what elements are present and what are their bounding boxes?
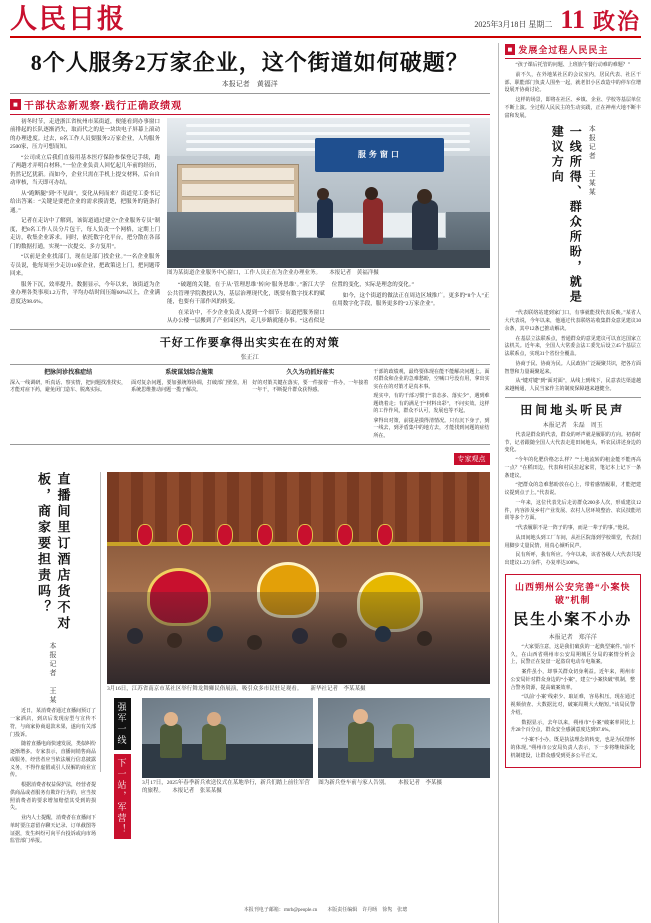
paragraph: “孩子课后托管的问题、上班族午餐行动难的难题？” — [515, 63, 630, 68]
paragraph: “代表联络站建到家门口，有事就能找代表反映。”某省人大代表说，今年以来，他通过代表联络站收集群众意见建议30余条，其中12条已推动解决。 — [504, 311, 641, 332]
paragraph: “公司成立后我们直接用基本医疗保险参保登记手续，跑了两趟才弄明白材料。”一位企业负责人回忆起几年前的经历，仍然记忆犹新。而如今，企业只需在手机上提交材料，后台自动审核，当天即可办结。 — [10, 154, 160, 187]
paragraph: 如今，这个街道的做法正在周边区域推广。更多的“8个人”正在用数字化手段，服务更多的“2万家企业”。 — [331, 292, 490, 308]
photo-person-head — [317, 188, 329, 200]
paragraph: 案件虽小，却事关群众切身利益。近年来，朔州市公安局针对群众身边的“小案”，建立“小案快破”机制，整合警务资源，提高破案效率。 — [510, 670, 635, 691]
democracy-body — [505, 310, 641, 394]
paragraph: 协商于民、协商为民。人民政协广泛凝聚共识，把各方面智慧和力量凝聚起来。 — [504, 361, 641, 375]
case-kicker: 山西朔州公安完善“小案快破”机制 — [515, 581, 631, 605]
office-service-photo — [167, 118, 490, 268]
commentary-title: 干好工作要拿得出实实在在的对策 — [159, 336, 340, 349]
paragraph: “小案不小办，既是执法理念的转变，也是为民情怀的体现。”朔州市公安局负责人表示，下一步将继续深化机制建设，让群众感受到更多公平正义。 — [510, 738, 635, 759]
divider — [505, 397, 641, 398]
field-voices-body — [505, 432, 641, 568]
paragraph: 拿得出对策，前提是摸得清情况。只有沉下身子，到一线去，到矛盾集中的地方去，才能找到问题的症结所在。 — [373, 418, 490, 439]
expert-cards — [10, 364, 490, 446]
paragraph: 记者在走访中了解到，该街道通过建立“企业服务专员”制度，把8名工作人员分片包干，每人负责一个网格，定期上门走访，收集企业诉求。同时，依托数字化平台，把分散在各部门的数据打通，实现“一次提交、多方复用”。 — [10, 218, 160, 250]
paragraph: “破题的关键，在于从‘管理思维’转向‘服务思维’。”浙江大学公共管理学院教授认为，基层治理现代化，既要有数字技术的赋能，也要有干部作风的转变。 — [167, 282, 325, 306]
case-body — [511, 644, 635, 761]
live-stream-byline: 本报记者 王某 — [49, 642, 57, 706]
divider — [10, 329, 490, 330]
recruit-photo-1 — [142, 698, 313, 778]
card-text: 面对复杂问题，要加强统筹协调，打破部门壁垒，用系统思维推动问题一揽子解决。 — [131, 380, 248, 394]
democracy-vertical-byline: 本报记者 王某某 — [588, 125, 597, 198]
photo-caption: 图为新兵登车前与家人告别。 本报记者 李某摄 — [318, 779, 443, 786]
lion-dance-photo — [107, 472, 490, 684]
photo-caption: 图为某街道企业服务中心窗口，工作人员正在为企业办理业务。 本报记者 黄福洋摄 — [167, 269, 379, 276]
photo-person-head — [365, 187, 378, 200]
paragraph: “把群众的急难愁盼放在心上，带着感情履职，才能把建议提到点子上。”代表说。 — [504, 483, 641, 496]
paragraph: 服务下沉，效率提升。数据显示，今年以来，该街道为企业办理各类事项1.2万件，平均办结时间压缩60%以上，企业满意度达98.6%。 — [10, 281, 160, 305]
page-number: 11 — [560, 5, 585, 34]
paragraph: 根据消费者权益保护法，经营者提供商品或者服务有欺诈行为的，应当按照消费者的要求增加赔偿其受到的损失。 — [10, 783, 97, 812]
paragraph: 现实中，有的干部习惯于“表态多、落实少”，遇到难题绕着走；有的满足于“材料出彩”，不问实效。这样的工作作风，群众不认可，发展也等不起。 — [373, 394, 490, 415]
right-column — [498, 43, 641, 923]
paragraph: “以前‘小案’线索少、取证难，容易积压。现在通过视频侦查、大数据比对，破案周期大大缩短。”该局民警介绍。 — [510, 695, 635, 716]
paragraph: 一年来，这位代表先后走访群众200多人次，形成建议12件，内容涉及乡村产业发展、农村人居环境整治、农民技能培训等多个方面。 — [504, 500, 641, 522]
page-footer: 本报刊电子邮箱：rmrb@people.cn 本版责任编辑 许丹旸 徐隽 张璁 — [243, 908, 408, 913]
section-name: 政治 — [592, 9, 641, 34]
democracy-label: 发展全过程人民民主 — [518, 45, 609, 55]
paragraph: 民有所呼，我有所应。今年以来，该省各级人大代表共提出建议1.2万余件，办复率达100%。 — [504, 553, 641, 566]
commentary-author: 张正江 — [240, 354, 259, 361]
democracy-vertical-headline: 一线所得、群众所盼，就是建议方向 — [550, 125, 583, 306]
paragraph: 从“跑断腿”到“不见面”，变化从何而来？街道党工委书记给出答案：“关键是要把企业的需求摸清楚，把服务的链条打通。” — [10, 190, 160, 214]
photo-floor — [167, 250, 490, 268]
case-byline: 本报记者 郑洋洋 — [548, 634, 597, 641]
card-text: 好的对策关键在落实，要一件接着一件办，一年接着一年干，不断提升群众获得感。 — [252, 380, 369, 394]
paragraph: 随着直播电商快速发展，类似纠纷逐渐增多。专家表示，直播间销售商品或服务，经营者应当依法履行信息披露义务，不得作虚假或引人误解的商业宣传。 — [10, 742, 97, 779]
expert-card — [131, 369, 247, 441]
card-title: 系统谋划综合施策 — [165, 369, 214, 376]
expert-card — [252, 369, 368, 441]
lead-headline: 8个人服务2万家企业，这个街道如何破题？ — [30, 50, 469, 75]
photo-person — [412, 200, 438, 250]
lead-text-col1 — [10, 118, 160, 307]
card-title: 把脉问诊找准症结 — [44, 369, 93, 376]
shuozhou-case-box — [505, 574, 641, 769]
paragraph: “大家要注意，这是我们破获的一起典型案件。”前不久，在山西省朔州市公安局朔城区分局的案情分析会上，民警正在复盘一起盗窃电动车电瓶案。 — [510, 644, 635, 666]
field-voices-title: 田间地头听民声 — [520, 402, 626, 417]
paragraph: 代表是群众的代表，群众的呼声就是履职的方向。初春时节，记者跟随全国人大代表走进田间地头，听农民讲述身边的变化。 — [504, 432, 641, 454]
column-marker: ■ — [505, 44, 516, 55]
paragraph: 这样的场景，即将在社区、乡镇、企业、学校等基层单位不断上演。全过程人民民主的生动实践，正在神州大地不断丰富和发展。 — [504, 98, 641, 119]
commentary-body — [373, 369, 489, 441]
column-label: 干部状态新观察·践行正确政绩观 — [23, 100, 183, 112]
lead-text-cols23 — [167, 281, 490, 326]
democracy-intro — [505, 62, 641, 120]
card-text: 深入一线调研，听真话、察实情，把问题找准找实，才能对症下药，避免闭门造车、脱离实际。 — [10, 380, 127, 394]
column-marker: ■ — [10, 99, 21, 110]
field-voices-byline: 本报记者 朱磊 周玉 — [542, 422, 603, 429]
recruit-photo-2 — [318, 698, 489, 778]
service-counter-sign: 服务窗口 — [315, 138, 444, 172]
case-headline: 民生小案不小办 — [513, 611, 633, 628]
photo-person — [317, 198, 333, 238]
paragraph: 前不久，在外地某社区的会议室内，居民代表、社区干部、职能部门负责人围坐一起，就老旧小区改造中的停车位增设展开协商讨论。 — [504, 72, 641, 94]
strong-army-badge: 强军一线 — [114, 698, 131, 750]
masthead — [10, 6, 641, 38]
lead-byline: 本报记者 黄福洋 — [221, 79, 278, 88]
paragraph: “今年的化肥价格怎么样？”“土地流转的租金能不能再高一点？”在稻田边，代表和村民拉起家常，笔记本上记下一条条建议。 — [504, 458, 641, 479]
paragraph: 初冬时节，走进浙江省杭州市某街道，便能看到办事窗口前排起的长队逐渐消失，取而代之的是一块块电子屏幕上滚动的办理进度。过去，8名工作人员要服务2万家企业，人均服务2500家，压力可想而知。 — [10, 118, 160, 151]
paragraph: 在基层立法联系点，普通群众的意见建议可以直达国家立法机关。近年来，全国人大常委会法工委先后设立45个基层立法联系点，实现31个省份全覆盖。 — [504, 336, 641, 357]
paragraph: 业内人士提醒，消费者在直播间下单时要注意留存聊天记录、订单截图等证据，发生纠纷可向平台投诉或向市场监管部门举报。 — [10, 816, 97, 845]
paragraph: 在采访中，不少企业负责人提到一个细节：街道把服务窗口从办公楼一层搬到了产业园区内，走几步路就能办事。“这看似是位置的变化，实际是理念的变化。” — [167, 282, 414, 325]
paragraph: “代表履职不是一阵子的事，而是一辈子的事。”他说。 — [515, 526, 633, 531]
photo-caption: 3月16日，江苏省南京市某社区举行舞龙舞狮民俗展演，吸引众多市民驻足观看。 新华社记者 李某某摄 — [107, 686, 366, 693]
paragraph: 近日，某消费者通过直播间预订了一家酒店，到店后发现房型与宣传不符，与商家协商退款未果，遂向有关部门投诉。 — [10, 709, 97, 738]
main-column — [10, 43, 490, 923]
paragraph: 从田间地头到工厂车间，从社区院落到学校课堂，代表们用脚步丈量民情，用真心倾听民声。 — [504, 535, 641, 549]
column-label-row — [10, 97, 490, 115]
newspaper-logo: 人民日报 — [10, 4, 126, 34]
photo-caption: 3月17日，2025年春季新兵欢送仪式在某地举行，新兵们踏上前往军营的旅程。 本报记者 张某某摄 — [142, 779, 310, 794]
expert-view-tag: 专家观点 — [454, 453, 490, 465]
paragraph: 从“键对键”到“面对面”，从线上到线下，民意表达渠道越来越畅通，人民当家作主的制度保障越来越健全。 — [504, 379, 641, 392]
democracy-label-row — [505, 43, 641, 59]
masthead-right — [474, 7, 641, 33]
next-stop-army-badge: 下一站，军营！ — [114, 754, 131, 839]
paragraph: 干部的政绩观，最终要体现在能不能解决问题上。面对群众和企业的急难愁盼，空喊口号没有用，拿出实实在在的对策才是真本事。 — [373, 369, 490, 390]
live-stream-article — [10, 472, 101, 845]
paragraph: “以前是企业找部门，现在是部门找企业。”一名企业服务专员说，他每周至少走访10家企业，把政策送上门，把问题带回来。 — [10, 254, 160, 278]
expert-card — [10, 369, 126, 441]
divider — [10, 93, 490, 94]
photo-person-head — [417, 189, 432, 204]
paragraph: 数据显示，去年以来，朔州市“小案”破案率同比上升28个百分点，群众安全感满意度达到97.6%。 — [510, 720, 635, 734]
publication-date: 2025年3月18日 星期二 — [474, 20, 553, 29]
live-stream-headline: 直播间里订酒店货不对板，商家要担责吗？ — [36, 472, 71, 633]
photo-person — [363, 198, 383, 244]
page-columns — [10, 43, 641, 923]
card-title: 久久为功抓好落实 — [286, 369, 335, 376]
